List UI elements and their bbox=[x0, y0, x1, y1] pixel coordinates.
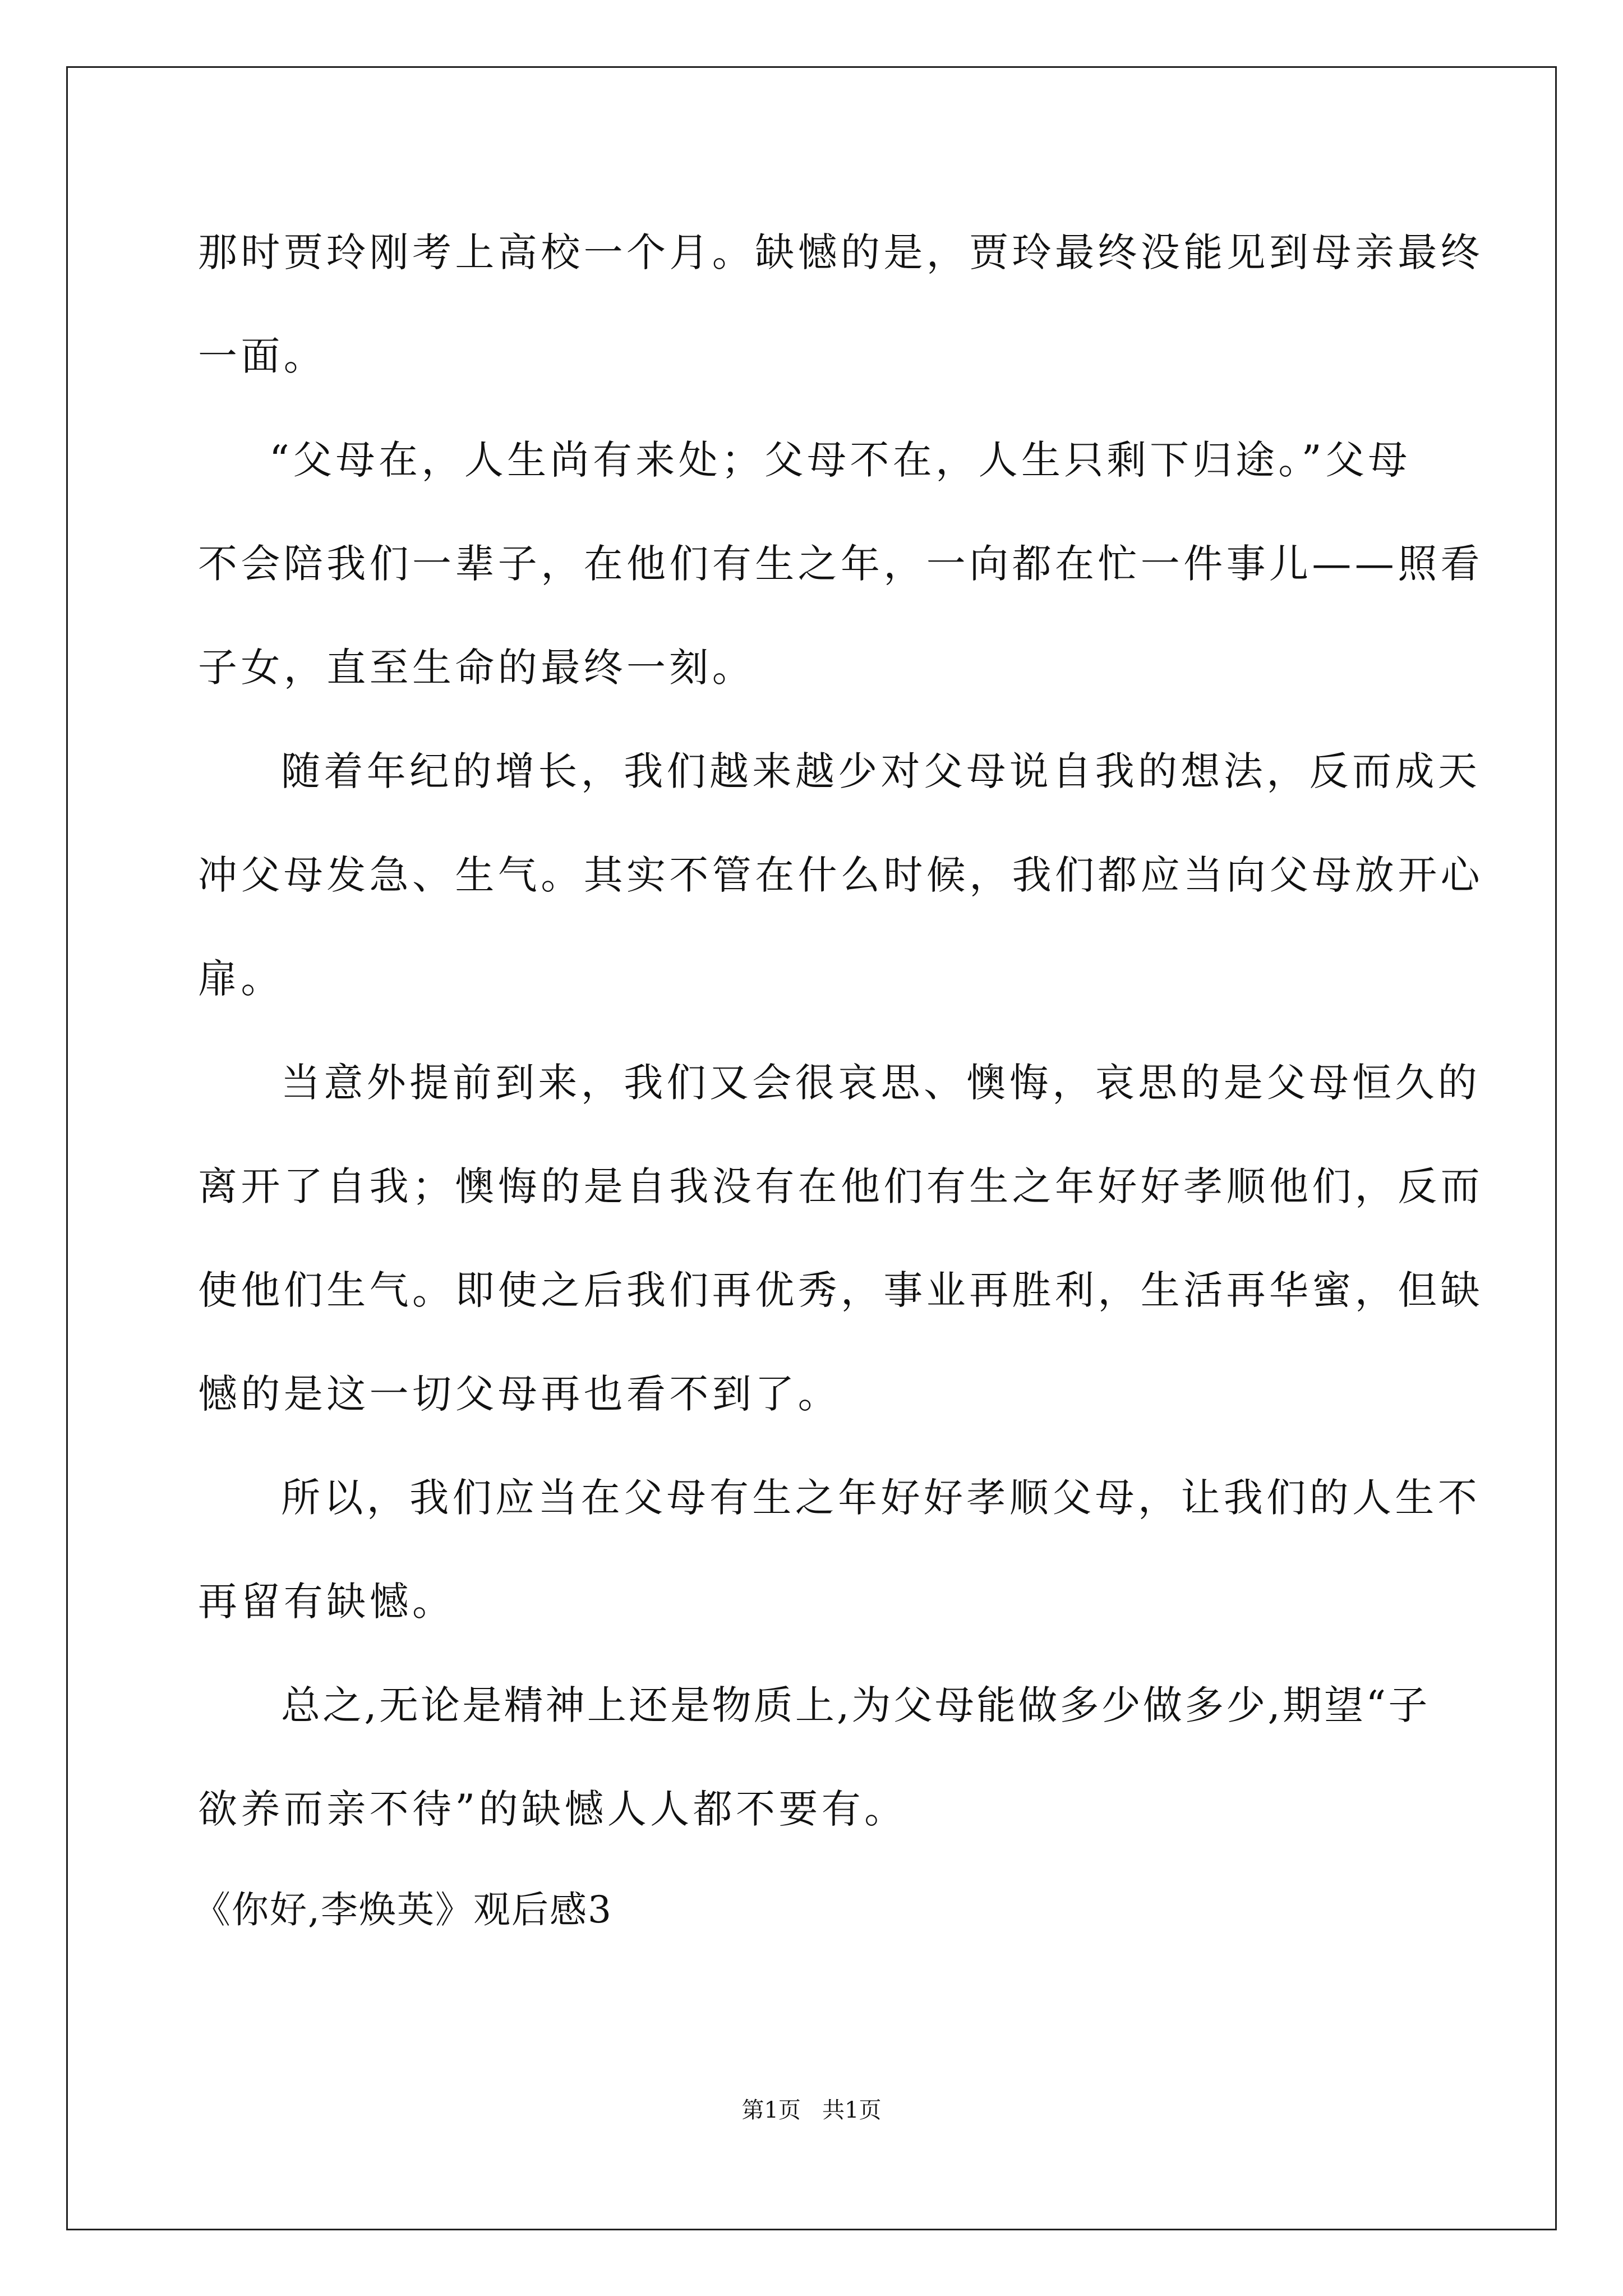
section-title: 《你好,李焕英》观后感3 bbox=[193, 1888, 612, 1931]
text-line: 那时贾玲刚考上高校一个月。缺憾的是，贾玲最终没能见到母亲最终 bbox=[198, 229, 1483, 275]
text-line: 一面。 bbox=[198, 333, 327, 379]
text-line: 憾的是这一切父母再也看不到了。 bbox=[198, 1371, 841, 1417]
text-line: 再留有缺憾。 bbox=[198, 1579, 455, 1625]
text-line: 扉。 bbox=[198, 956, 284, 1002]
text-line: 欲养而亲不待”的缺憾人人都不要有。 bbox=[198, 1786, 907, 1832]
text-line: 冲父母发急、生气。其实不管在什么时候，我们都应当向父母放开心 bbox=[198, 852, 1483, 898]
text-line: 当意外提前到来，我们又会很哀思、懊悔，哀思的是父母恒久的 bbox=[281, 1060, 1481, 1106]
text-line: 随着年纪的增长，我们越来越少对父母说自我的想法，反而成天 bbox=[281, 748, 1481, 794]
text-line: 使他们生气。即使之后我们再优秀，事业再胜利，生活再华蜜，但缺 bbox=[198, 1267, 1483, 1313]
text-line: 所以，我们应当在父母有生之年好好孝顺父母，让我们的人生不 bbox=[281, 1475, 1481, 1521]
page-footer: 第1页 共1页 bbox=[741, 2097, 882, 2123]
text-line: 离开了自我；懊悔的是自我没有在他们有生之年好好孝顺他们，反而 bbox=[198, 1163, 1483, 1209]
text-line: 子女，直至生命的最终一刻。 bbox=[198, 645, 755, 691]
text-line: “父母在，人生尚有来处；父母不在，人生只剩下归途。”父母 bbox=[269, 437, 1411, 483]
text-line: 不会陪我们一辈子，在他们有生之年，一向都在忙一件事儿——照看 bbox=[198, 541, 1483, 587]
text-line: 总之,无论是精神上还是物质上,为父母能做多少做多少,期望“子 bbox=[281, 1682, 1430, 1728]
